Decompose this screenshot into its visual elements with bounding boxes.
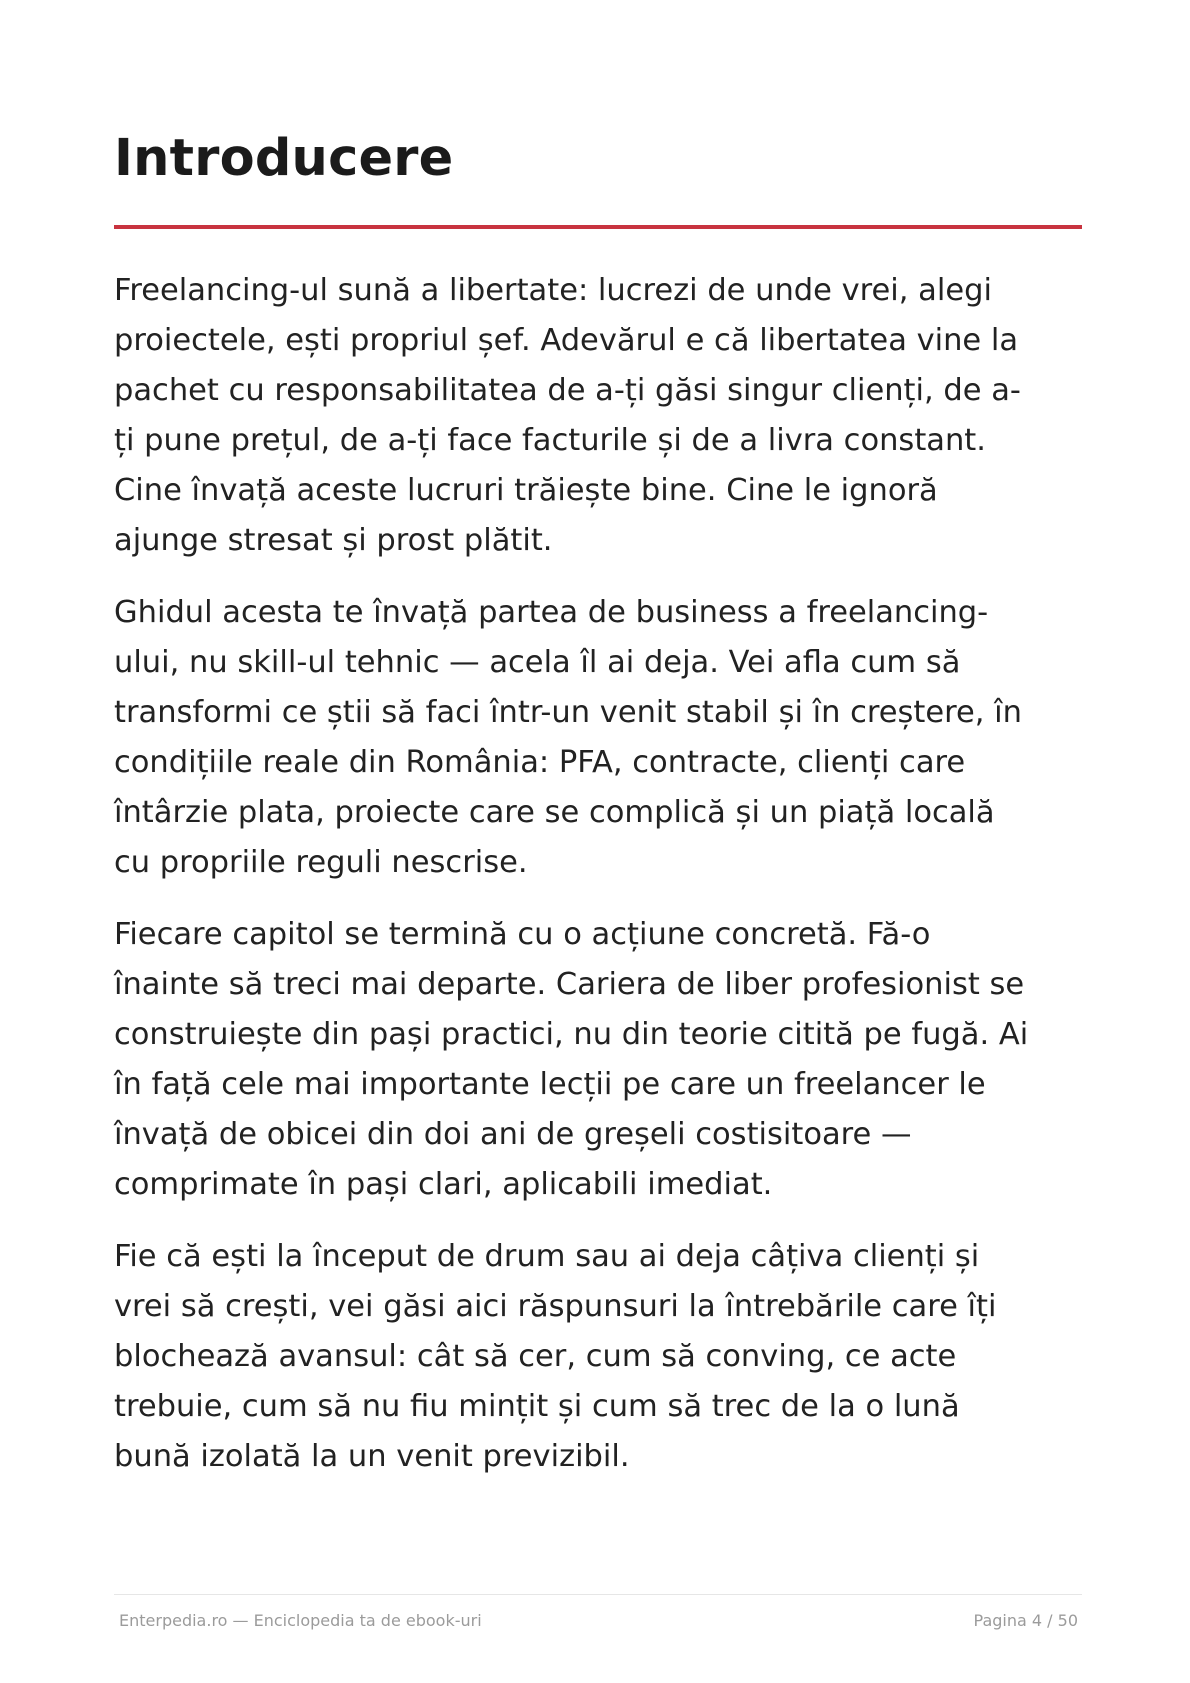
page-title: Introducere xyxy=(114,129,454,188)
paragraph-3: Fiecare capitol se termină cu o acțiune concretă. Fă-o înainte să treci mai departe. Cariera de liber profesionist se construiește din pași practici, nu din teorie citită pe fugă. Ai în față cele mai importante lecții pe care un freelancer le învață de obicei din doi ani de greșeli costisitoare — comprimate în pași clari, aplicabili imediat. xyxy=(114,917,1029,1202)
paragraph-1: Freelancing-ul sună a libertate: lucrezi de unde vrei, alegi proiectele, ești propriul șef. Adevărul e că libertatea vine la pachet cu responsabilitatea de a-ți găsi singur clienți, de a- ți pune prețul, de a-ți face facturile și de a livra constant. Cine învață aceste lucruri trăiește bine. Cine le ignoră ajunge stresat și prost plătit. xyxy=(114,273,1021,558)
footer-site-text: Enterpedia.ro — Enciclopedia ta de ebook-uri xyxy=(119,1611,482,1630)
footer-divider xyxy=(114,1594,1082,1595)
paragraph-4: Fie că ești la început de drum sau ai deja câțiva clienți și vrei să crești, vei găsi aici răspunsuri la întrebările care îți blochează avansul: cât să cer, cum să conving, ce acte trebuie, cum să nu fiu mințit și cum să trec de la o lună bună izolată la un venit previzibil. xyxy=(114,1239,997,1474)
page-number: Pagina 4 / 50 xyxy=(973,1611,1078,1630)
page-content xyxy=(114,266,1084,1504)
paragraph-2: Ghidul acesta te învață partea de business a freelancing- ului, nu skill-ul tehnic — acela îl ai deja. Vei afla cum să transformi ce știi să faci într-un venit stabil și în creștere, în condițiile reale din România: PFA, contracte, clienți care întârzie plata, proiecte care se complică și un piață locală cu propriile reguli nescrise. xyxy=(114,595,1022,880)
title-divider xyxy=(114,225,1082,229)
